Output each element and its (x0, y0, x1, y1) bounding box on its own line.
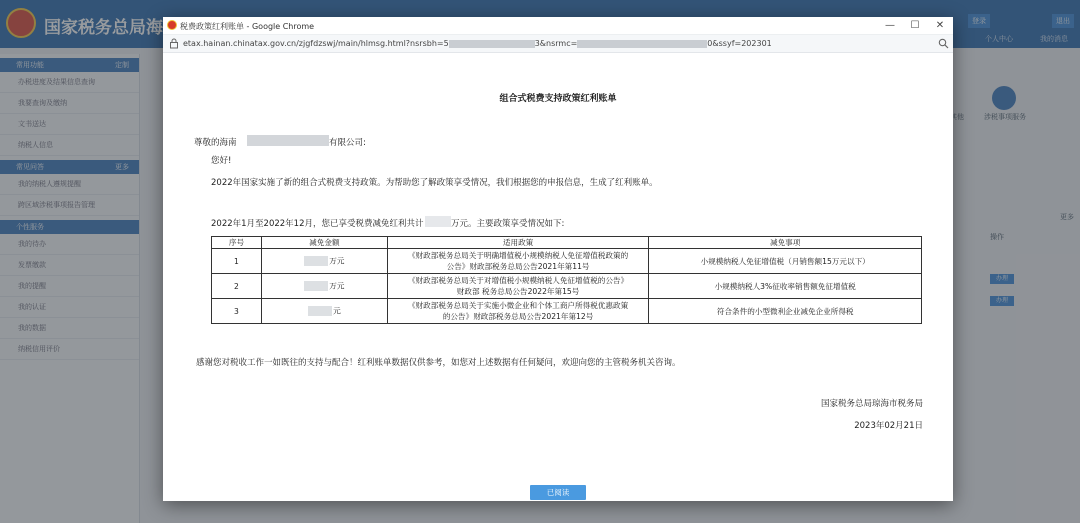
relief-item: 小规模纳税人3%征收率销售额免征增值税 (649, 274, 922, 299)
policy-line: 《财政部税务总局关于实施小微企业和个体工商户所得税优惠政策 (407, 301, 629, 310)
amount-unit: 万元 (329, 281, 345, 291)
relief-amount (261, 299, 387, 324)
relief-item: 小规模纳税人免征增值税（月销售额15万元以下） (649, 249, 922, 274)
row-number: 2 (212, 274, 262, 299)
policy-line: 财政部 税务总局公告2022年第15号 (456, 287, 580, 296)
address-bar[interactable] (163, 35, 953, 53)
salutation-suffix: 有限公司: (329, 138, 366, 148)
salutation-prefix: 尊敬的海南 (194, 138, 237, 148)
redacted-amount (308, 306, 332, 316)
close-button[interactable]: ✕ (935, 20, 945, 31)
table-row (212, 249, 922, 274)
redacted-name (577, 40, 707, 48)
url-segment: 0&ssyf=202301 (707, 39, 772, 48)
relief-amount (261, 249, 387, 274)
row-number: 1 (212, 249, 262, 274)
relief-amount (261, 274, 387, 299)
redacted-amount (304, 281, 328, 291)
redacted-id (449, 40, 535, 48)
issue-date: 2023年02月21日 (854, 421, 923, 431)
bill-title: 组合式税费支持政策红利账单 (499, 94, 617, 104)
issuing-authority: 国家税务总局琼海市税务局 (820, 399, 923, 409)
window-titlebar[interactable] (163, 17, 953, 35)
url-segment: 3&nsrmc= (534, 39, 578, 48)
row-number: 3 (212, 299, 262, 324)
column-header: 适用政策 (387, 237, 649, 249)
column-header: 减免金额 (261, 237, 387, 249)
greeting: 您好! (211, 156, 232, 166)
search-icon[interactable] (938, 38, 949, 49)
amount-unit: 元 (333, 306, 341, 316)
summary-text-end: 万元。主要政策享受情况如下: (451, 219, 565, 229)
site-info-icon[interactable] (169, 38, 179, 49)
mark-as-read-button[interactable]: 已阅读 (530, 485, 586, 500)
dividend-bill (163, 53, 953, 501)
url-text[interactable] (183, 39, 772, 48)
window-title: 税费政策红利账单 - Google Chrome (180, 22, 315, 31)
amount-unit: 万元 (329, 256, 345, 266)
intro-paragraph: 2022年国家实施了新的组合式税费支持政策。为帮助您了解政策享受情况，我们根据您的申报信息，生成了红利账单。 (211, 178, 658, 188)
redacted-total-amount (425, 216, 451, 227)
policy-line: 的公告》财政部税务总局公告2021年第12号 (442, 312, 594, 321)
policy-line: 《财政部税务总局关于对增值税小规模纳税人免征增值税的公告》 (407, 276, 629, 285)
policy-cell (387, 299, 649, 324)
maximize-button[interactable]: ☐ (910, 20, 920, 31)
dividend-bill-window (163, 17, 953, 501)
minimize-button[interactable]: — (885, 20, 895, 31)
policy-line: 《财政部税务总局关于明确增值税小规模纳税人免征增值税政策的 (407, 251, 629, 260)
policy-line: 公告》财政部税务总局公告2021年第11号 (446, 262, 590, 271)
policy-cell (387, 274, 649, 299)
policy-table (211, 236, 922, 324)
closing-note: 感谢您对税收工作一如既往的支持与配合！红利账单数据仅供参考，如您对上述数据有任何疑问，欢迎向您的主管税务机关咨询。 (196, 358, 681, 368)
column-header: 减免事项 (649, 237, 922, 249)
table-header-row (212, 237, 922, 249)
redacted-company-name (247, 135, 329, 146)
summary-text: 2022年1月至2022年12月，您已享受税费减免红利共计 (211, 219, 424, 229)
tax-emblem-icon (167, 20, 177, 30)
table-row (212, 274, 922, 299)
column-header: 序号 (212, 237, 262, 249)
policy-cell (387, 249, 649, 274)
redacted-amount (304, 256, 328, 266)
relief-item: 符合条件的小型微利企业减免企业所得税 (649, 299, 922, 324)
url-segment: etax.hainan.chinatax.gov.cn/zjgfdzswj/main/hlmsg.html?nsrsbh=5 (183, 39, 449, 48)
table-row (212, 299, 922, 324)
